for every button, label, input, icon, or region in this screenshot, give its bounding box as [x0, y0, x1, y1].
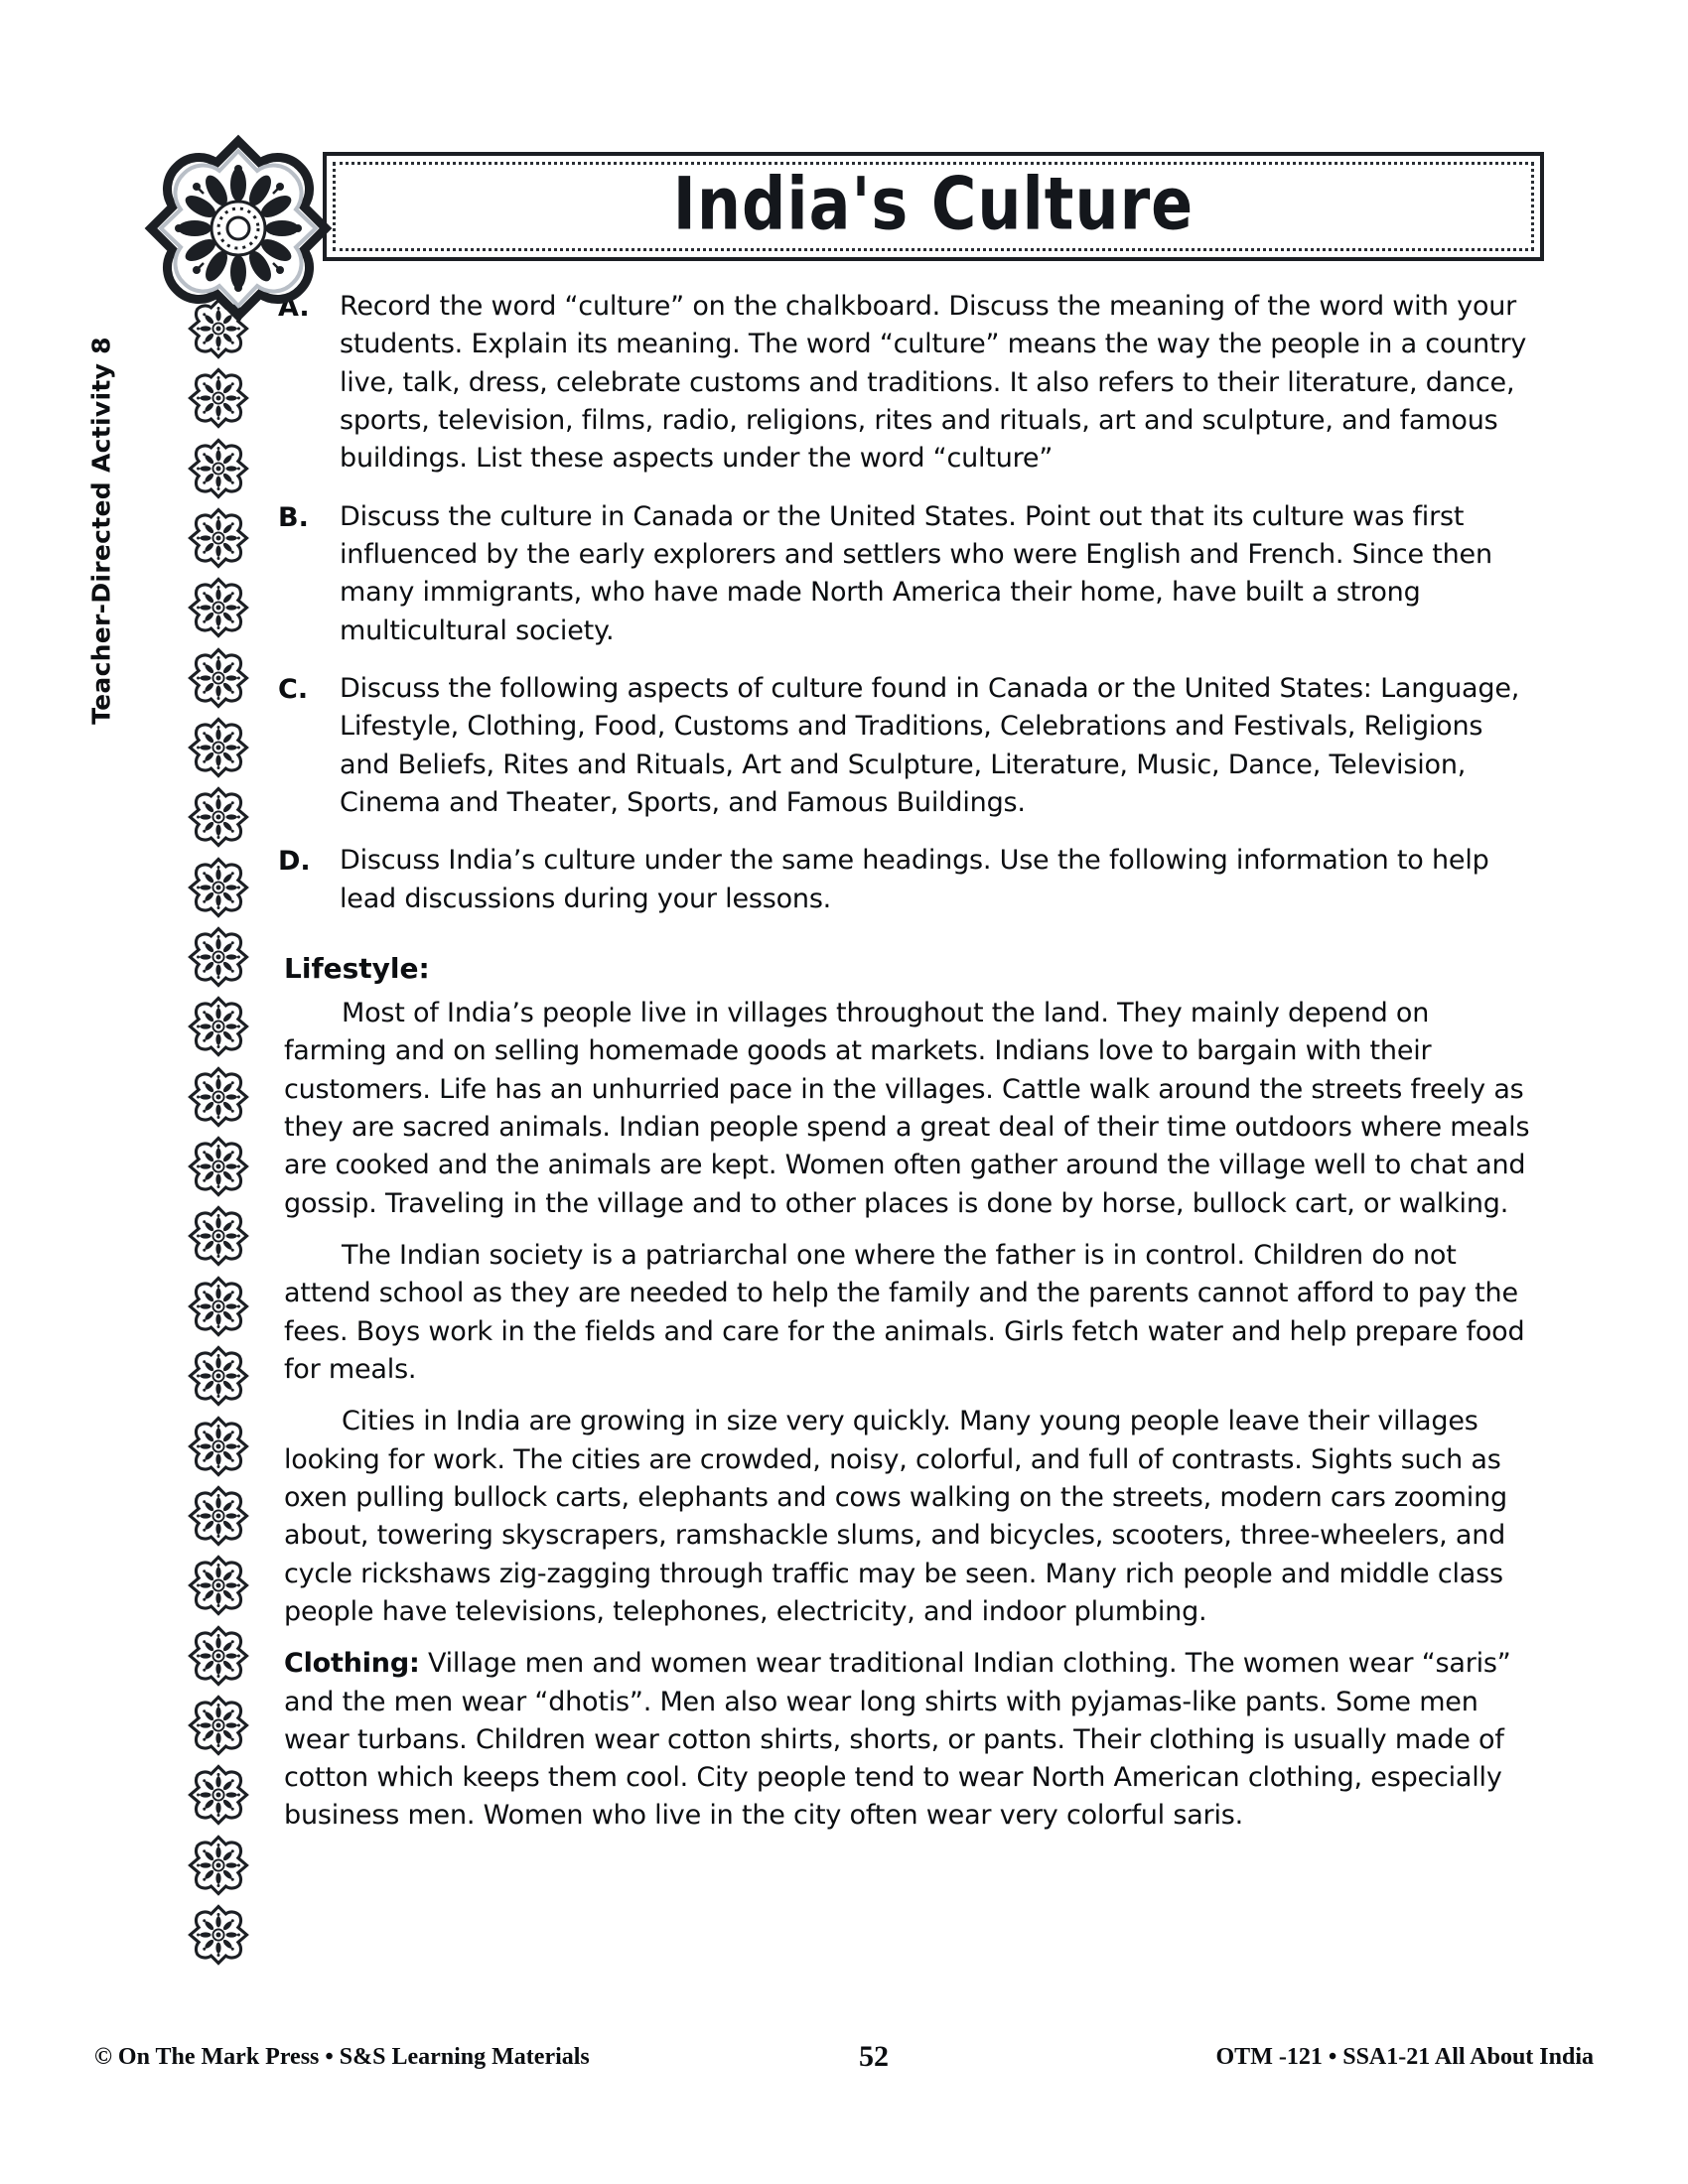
flower-medallion-icon	[188, 577, 249, 638]
flower-medallion-icon	[188, 1485, 249, 1547]
flower-medallion-icon	[188, 857, 249, 918]
list-item	[278, 670, 1534, 822]
flower-medallion-icon	[188, 786, 249, 848]
flower-medallion-icon	[188, 1764, 249, 1826]
flower-medallion-icon	[188, 1345, 249, 1407]
flower-medallion-icon	[188, 1625, 249, 1687]
list-item	[278, 288, 1534, 478]
page-header	[139, 129, 1549, 258]
title-box-inner-border	[333, 162, 1534, 251]
flower-medallion-icon	[188, 1416, 249, 1477]
clothing-text: Village men and women wear traditional Indian clothing. The women wear “saris” and the men wear “dhotis”. Men also wear long shirts with pyjamas-like pants. Some men wear turbans. Children wear cotton shirts, shorts, or pants. Their clothing is usually made of cotton which keeps them cool. City people tend to wear North American clothing, especially business men. Women who live in the city often wear very colorful saris.	[284, 1648, 1511, 1832]
item-letter: C.	[278, 673, 309, 705]
flower-medallion-icon	[188, 926, 249, 988]
page-number: 52	[859, 2040, 889, 2073]
footer-product-code: OTM -121 • SSA1-21 All About India	[1215, 2043, 1594, 2070]
footer-publisher: © On The Mark Press • S&S Learning Materials	[94, 2043, 590, 2070]
section-heading-lifestyle: Lifestyle:	[284, 951, 430, 985]
flower-medallion-icon	[188, 1555, 249, 1616]
sidebar-activity-label: Teacher-Directed Activity 8	[86, 337, 116, 725]
paragraph: The Indian society is a patriarchal one where the father is in control. Children do not attend school as they are needed to help the family and the parents cannot afford to pay the fees. Boys work in the fields and care for the animals. Girls fetch water and help prepare food for meals.	[284, 1239, 1525, 1385]
flower-medallion-icon	[188, 438, 249, 499]
item-letter: D.	[278, 846, 311, 878]
worksheet-content	[278, 288, 1534, 1849]
paragraph: Cities in India are growing in size very quickly. Many young people leave their villages looking for work. The cities are crowded, noisy, colorful, and full of contrasts. Sights such as oxen pulling bullock carts, elephants and cows walking on the streets, modern cars zooming about, towering skyscrapers, ramshackle slums, and bicycles, scooters, three-wheelers, and cycle rickshaws zig-zagging through traffic may be seen. Many rich people and middle class people have televisions, telephones, electricity, and indoor plumbing.	[284, 1406, 1507, 1627]
paragraph: Most of India’s people live in villages throughout the land. They mainly depend on farming and on selling homemade goods at markets. Indians love to bargain with their customers. Life has an unhurried pace in the villages. Cattle walk around the streets freely as they are sacred animals. Indian people spend a great deal of their time outdoors where meals are cooked and the animals are kept. Women often gather around the village well to chat and gossip. Traveling in the village and to other places is done by horse, bullock cart, or walking.	[284, 997, 1530, 1219]
list-item	[278, 842, 1534, 918]
flower-medallion-icon	[188, 647, 249, 709]
paragraph-clothing	[278, 1645, 1534, 1836]
flower-medallion-icon	[188, 1835, 249, 1896]
item-text: Discuss the culture in Canada or the United States. Point out that its culture was first influenced by the early explorers and settlers who were English and French. Since then many immigrants, who have made North America their home, have built a strong multicultural society.	[340, 500, 1492, 646]
flower-medallion-icon	[188, 1205, 249, 1267]
decorative-medallion-chain	[174, 298, 263, 1966]
flower-medallion-icon	[188, 367, 249, 429]
mandala-medallion-icon	[139, 129, 338, 303]
item-text: Discuss the following aspects of culture found in Canada or the United States: Language, Lifestyle, Clothing, Food, Customs and Traditions, Celebrations and Festivals, Religions and Beliefs, Rites and Rituals, Art and Sculpture, Literature, Music, Dance, Television, Cinema and Theater, Sports, and Famous Buildings.	[340, 672, 1520, 818]
flower-medallion-icon	[188, 1136, 249, 1197]
item-letter: A.	[278, 292, 310, 323]
page-footer	[94, 2037, 1594, 2077]
flower-medallion-icon	[188, 1904, 249, 1966]
flower-medallion-icon	[188, 717, 249, 778]
item-text: Record the word “culture” on the chalkboard. Discuss the meaning of the word with your students. Explain its meaning. The word “culture” means the way the people in a country live, talk, dress, celebrate customs and traditions. It also refers to their literature, dance, sports, television, films, radio, religions, rites and rituals, art and sculpture, and famous buildings. List these aspects under the word “culture”	[340, 291, 1527, 475]
item-text: Discuss India’s culture under the same headings. Use the following information to help lead discussions during your lessons.	[340, 845, 1489, 914]
list-item	[278, 498, 1534, 650]
flower-medallion-icon	[188, 507, 249, 569]
flower-medallion-icon	[188, 1276, 249, 1337]
title-box	[323, 152, 1544, 261]
section-heading-clothing: Clothing:	[284, 1648, 420, 1680]
flower-medallion-icon	[188, 1695, 249, 1756]
page-title: India's Culture	[672, 160, 1195, 247]
item-letter: B.	[278, 501, 309, 533]
flower-medallion-icon	[188, 1066, 249, 1128]
flower-medallion-icon	[188, 996, 249, 1057]
